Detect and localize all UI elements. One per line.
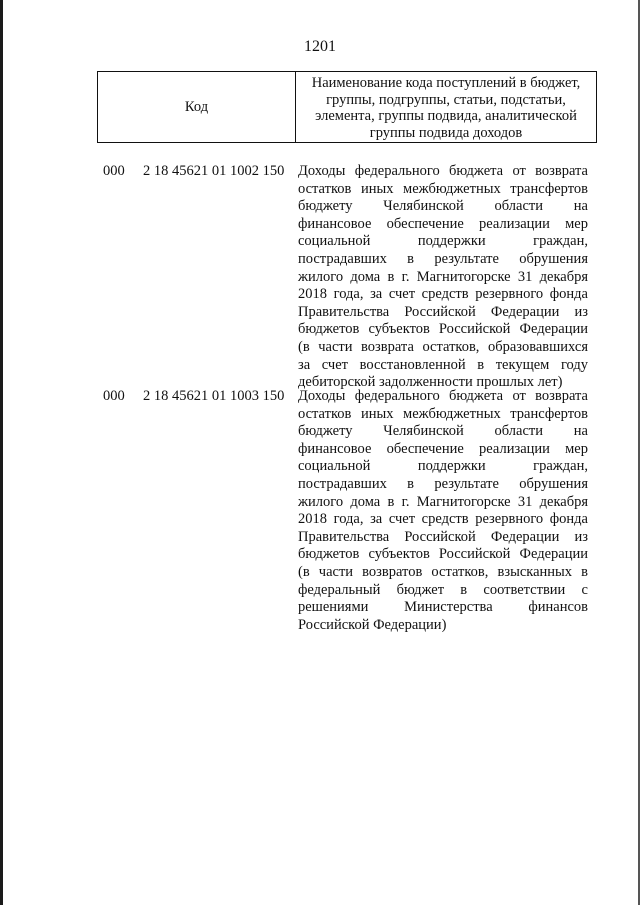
- description-line: бюджету Челябинской области на: [298, 423, 588, 440]
- description-line: бюджетов субъектов Российской Федерации: [298, 546, 588, 563]
- description-line: жилого дома в г. Магнитогорске 31 декабря: [298, 268, 588, 285]
- description-line: финансовое обеспечение реализации мер: [298, 440, 588, 457]
- description-line: остатков иных межбюджетных трансфертов: [298, 405, 588, 422]
- description-line: Правительства Российской Федерации из: [298, 528, 588, 545]
- description-line: социальной поддержки граждан,: [298, 233, 588, 250]
- table-header: [97, 71, 597, 143]
- row-description: [298, 388, 588, 634]
- description-line: решениями Министерства финансов: [298, 599, 588, 616]
- description-line: бюджетов субъектов Российской Федерации: [298, 321, 588, 338]
- description-line: жилого дома в г. Магнитогорске 31 декабря: [298, 493, 588, 510]
- row-budget-code: 2 18 45621 01 1002 150: [143, 163, 285, 179]
- header-code-cell: Код: [98, 72, 296, 142]
- row-budget-code: 2 18 45621 01 1003 150: [143, 388, 285, 404]
- page-edge-left: [0, 0, 3, 905]
- description-line: пострадавших в результате обрушения: [298, 250, 588, 267]
- description-line: Российской Федерации): [298, 616, 447, 633]
- description-line: за счет восстановленной в текущем году: [298, 356, 588, 373]
- description-line: 2018 года, за счет средств резервного фонда: [298, 511, 588, 528]
- row-admin-code: 000: [103, 388, 125, 404]
- row-description: [298, 163, 588, 392]
- page-number: 1201: [304, 38, 336, 55]
- description-line: бюджету Челябинской области на: [298, 198, 588, 215]
- description-line: Доходы федерального бюджета от возврата: [298, 163, 588, 179]
- description-line: пострадавших в результате обрушения: [298, 475, 588, 492]
- description-line: дебиторской задолженности прошлых лет): [298, 374, 563, 391]
- description-line: Правительства Российской Федерации из: [298, 303, 588, 320]
- description-line: Доходы федерального бюджета от возврата: [298, 388, 588, 404]
- description-line: (в части возвратов остатков, взысканных в: [298, 563, 588, 580]
- description-line: остатков иных межбюджетных трансфертов: [298, 180, 588, 197]
- description-line: (в части возврата остатков, образовавшихся: [298, 338, 588, 355]
- description-line: 2018 года, за счет средств резервного фонда: [298, 286, 588, 303]
- description-line: федеральный бюджет в соответствии с: [298, 581, 588, 598]
- header-name-cell: Наименование кода поступлений в бюджет, группы, подгруппы, статьи, подстатьи, элемента, группы подвида, аналитической группы подвида доходов: [311, 75, 581, 141]
- row-admin-code: 000: [103, 163, 125, 179]
- description-line: социальной поддержки граждан,: [298, 458, 588, 475]
- description-line: финансовое обеспечение реализации мер: [298, 215, 588, 232]
